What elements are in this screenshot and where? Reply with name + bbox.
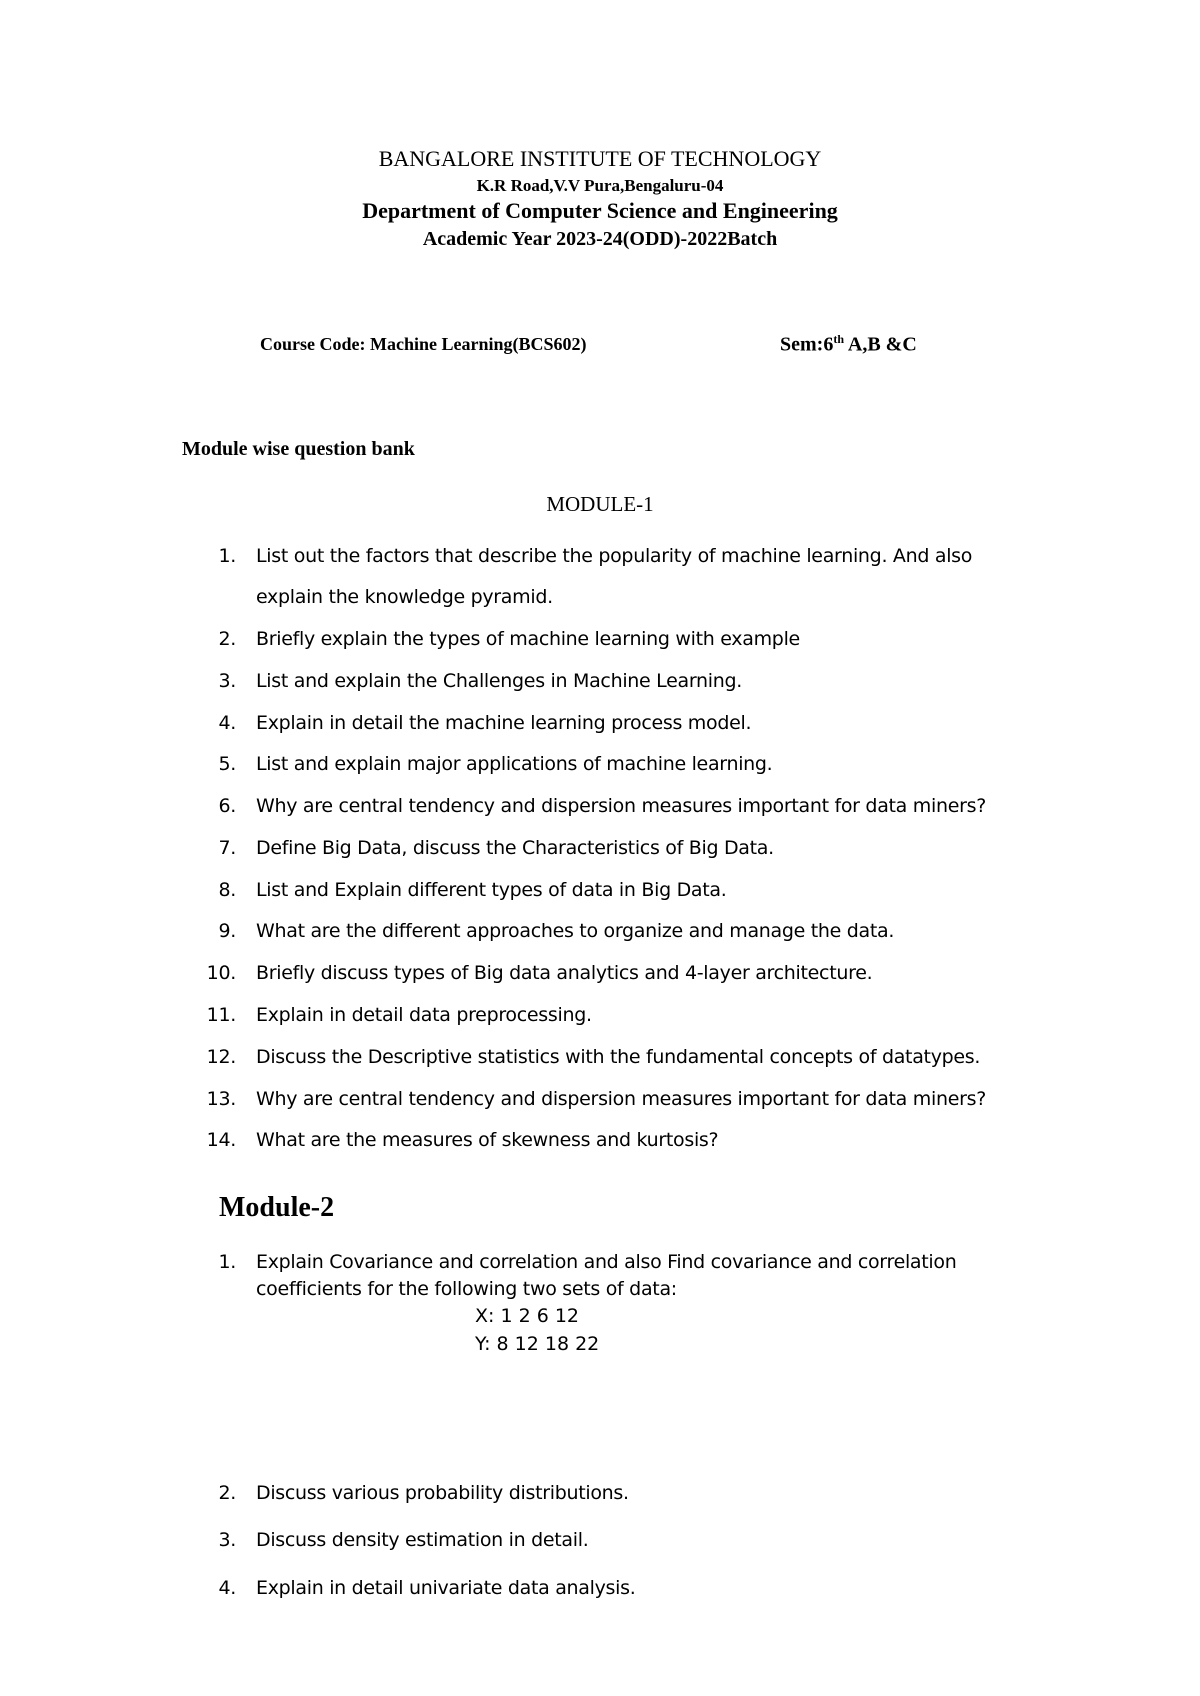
question-text: What are the measures of skewness and kurtosis? <box>256 1129 719 1151</box>
question-text: Discuss the Descriptive statistics with the fundamental concepts of datatypes. <box>256 1046 981 1068</box>
question-number: 6. <box>218 795 236 817</box>
semester <box>780 332 917 357</box>
question-number: 1. <box>218 1251 236 1273</box>
question-text: Discuss density estimation in detail. <box>256 1529 589 1551</box>
academic-year: Academic Year 2023-24(ODD)-2022Batch <box>422 228 778 250</box>
question-number: 13. <box>206 1088 236 1110</box>
question-number: 3. <box>218 1529 236 1551</box>
course-code: Course Code: Machine Learning(BCS602) <box>260 334 587 354</box>
institute-name: BANGALORE INSTITUTE OF TECHNOLOGY <box>378 146 822 171</box>
module-2-title: Module-2 <box>219 1192 335 1223</box>
question-text: Why are central tendency and dispersion measures important for data miners? <box>256 795 986 817</box>
question-text: Briefly explain the types of machine learning with example <box>256 628 800 650</box>
question-text: List and Explain different types of data in Big Data. <box>256 879 727 901</box>
question-number: 11. <box>206 1004 236 1026</box>
question-number: 2. <box>218 628 236 650</box>
module-1-title: MODULE-1 <box>546 492 654 516</box>
data-set-x: X: 1 2 6 12 <box>475 1305 580 1327</box>
data-set-y: Y: 8 12 18 22 <box>475 1333 600 1355</box>
semester-sections: A,B &C <box>844 333 917 356</box>
question-text: Briefly discuss types of Big data analytics and 4-layer architecture. <box>256 962 873 984</box>
question-text: Explain Covariance and correlation and also Find covariance and correlation <box>256 1251 957 1273</box>
question-text: Why are central tendency and dispersion measures important for data miners? <box>256 1088 986 1110</box>
question-number: 9. <box>218 920 236 942</box>
question-text-continued: explain the knowledge pyramid. <box>256 586 553 608</box>
question-text: Discuss various probability distributions. <box>256 1482 629 1504</box>
semester-prefix: Sem:6 <box>780 333 834 356</box>
question-number: 4. <box>218 1577 236 1599</box>
question-number: 14. <box>206 1129 236 1151</box>
question-text: Explain in detail the machine learning process model. <box>256 712 752 734</box>
question-number: 5. <box>218 753 236 775</box>
question-number: 3. <box>218 670 236 692</box>
question-number: 2. <box>218 1482 236 1504</box>
semester-superscript: th <box>833 332 844 346</box>
question-text: List and explain major applications of machine learning. <box>256 753 773 775</box>
department-name: Department of Computer Science and Engineering <box>362 198 838 223</box>
question-number: 4. <box>218 712 236 734</box>
question-text: List out the factors that describe the popularity of machine learning. And also <box>256 545 973 567</box>
question-text: What are the different approaches to organize and manage the data. <box>256 920 895 942</box>
question-number: 10. <box>206 962 236 984</box>
question-number: 1. <box>218 545 236 567</box>
question-text: Define Big Data, discuss the Characteristics of Big Data. <box>256 837 774 859</box>
question-bank-title: Module wise question bank <box>182 438 415 460</box>
question-text: Explain in detail data preprocessing. <box>256 1004 592 1026</box>
question-text-continued: coefficients for the following two sets of data: <box>256 1278 677 1300</box>
question-number: 7. <box>218 837 236 859</box>
question-number: 12. <box>206 1046 236 1068</box>
question-text: List and explain the Challenges in Machine Learning. <box>256 670 742 692</box>
question-text: Explain in detail univariate data analysis. <box>256 1577 636 1599</box>
question-number: 8. <box>218 879 236 901</box>
institute-address: K.R Road,V.V Pura,Bengaluru-04 <box>476 176 724 195</box>
